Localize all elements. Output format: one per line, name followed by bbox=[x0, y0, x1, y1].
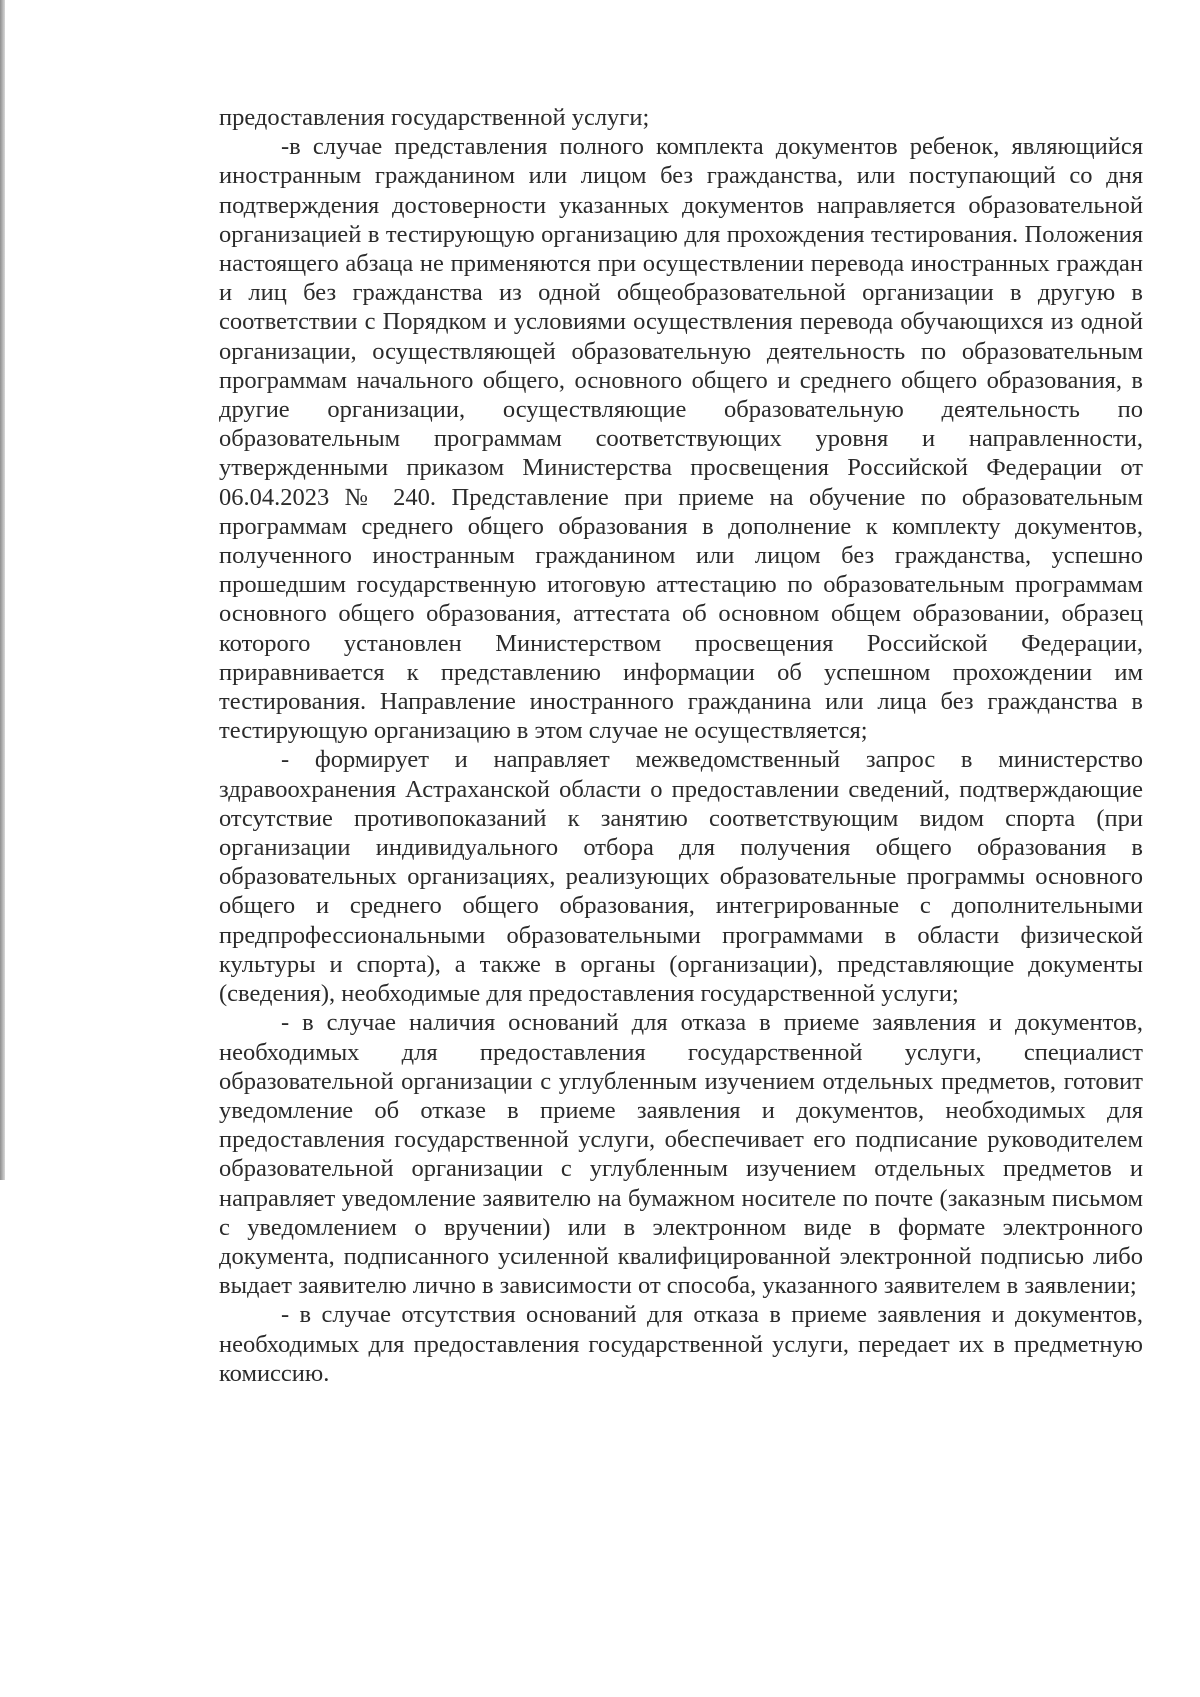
paragraph-testing: -в случае представления полного комплекта документов ребенок, являющийся иностранным гражданином или лицом без гражданства, или поступающий со дня подтверждения достоверности указанных документов направляется образовательной организацией в тестирующую организацию для прохождения тестирования. Положения настоящего абзаца не применяются при осуществлении перевода иностранных граждан и лиц без гражданства из одной общеобразовательной организации в другую в соответствии с Порядком и условиями осуществления перевода обучающихся из одной организации, осуществляющей образовательную деятельность по образовательным программам начального общего, основного общего и среднего общего образования, в другие организации, осуществляющие образовательную деятельность по образовательным программам соответствующих уровня и направленности, утвержденными приказом Министерства просвещения Российской Федерации от 06.04.2023 № 240. Представление при приеме на обучение по образовательным программам среднего общего образования в дополнение к комплекту документов, полученного иностранным гражданином или лицом без гражданства, успешно прошедшим государственную итоговую аттестацию по образовательным программам основного общего образования, аттестата об основном общем образовании, образец которого установлен Министерством просвещения Российской Федерации, приравнивается к представлению информации об успешном прохождении им тестирования. Направление иностранного гражданина или лица без гражданства в тестирующую организацию в этом случае не осуществляется; bbox=[219, 133, 1143, 745]
paragraph-transfer-to-commission: - в случае отсутствия оснований для отказа в приеме заявления и документов, необходимых для предоставления государственной услуги, передает их в предметную комиссию. bbox=[219, 1301, 1143, 1387]
document-body bbox=[219, 103, 1143, 1388]
scan-left-edge bbox=[0, 0, 5, 1180]
paragraph-interagency-request: - формирует и направляет межведомственный запрос в министерство здравоохранения Астраханской области о предоставлении сведений, подтверждающие отсутствие противопоказаний к занятию соответствующим видом спорта (при организации индивидуального отбора для получения общего образования в образовательных организациях, реализующих образовательные программы основного общего и среднего общего образования, интегрированные с дополнительными предпрофессиональными образовательными программами в области физической культуры и спорта), а также в органы (организации), представляющие документы (сведения), необходимые для предоставления государственной услуги; bbox=[219, 746, 1143, 1008]
paragraph-continuation: предоставления государственной услуги; bbox=[219, 104, 650, 131]
paragraph-refusal-notice: - в случае наличия оснований для отказа в приеме заявления и документов, необходимых для предоставления государственной услуги, специалист образовательной организации с углубленным изучением отдельных предметов, готовит уведомление об отказе в приеме заявления и документов, необходимых для предоставления государственной услуги, обеспечивает его подписание руководителем образовательной организации с углубленным изучением отдельных предметов и направляет уведомление заявителю на бумажном носителе по почте (заказным письмом с уведомлением о вручении) или в электронном виде в формате электронного документа, подписанного усиленной квалифицированной электронной подписью либо выдает заявителю лично в зависимости от способа, указанного заявителем в заявлении; bbox=[219, 1009, 1143, 1300]
